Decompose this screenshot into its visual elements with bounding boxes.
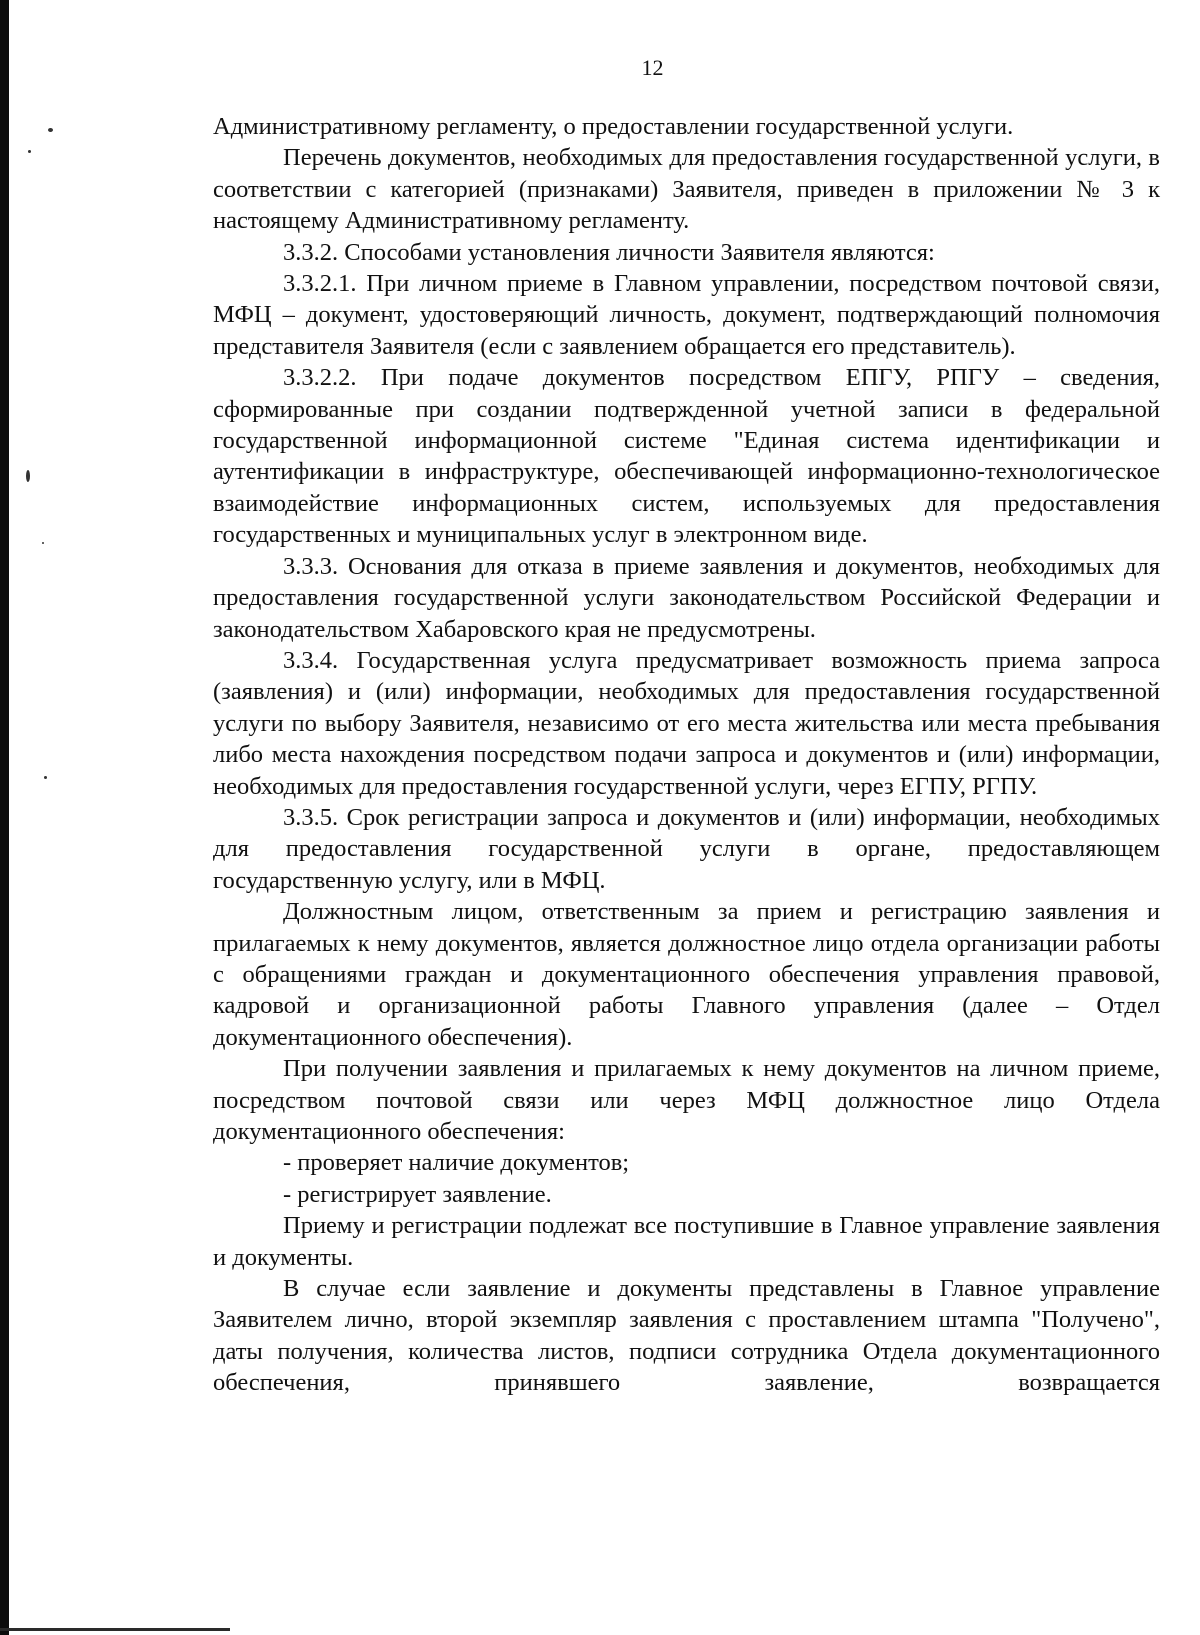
paragraph: 3.3.2. Способами установления личности Заявителя являются: (283, 238, 935, 266)
document-body (213, 111, 1160, 1399)
list-item: - проверяет наличие документов; (283, 1149, 630, 1177)
scan-speck (44, 776, 47, 779)
scan-speck (48, 128, 53, 132)
paragraph: В случае если заявление и документы представлены в Главное управление Заявителем лично, второй экземпляр заявления с проставлением штампа "Получено", даты получения, количества листов, подписи сотрудника Отдела документационного обеспечения, принявшего заявление, возвращается (213, 1275, 1160, 1397)
paragraph: При получении заявления и прилагаемых к нему документов на личном приеме, посредством почтовой связи или через МФЦ должностное лицо Отдела документационного обеспечения: (213, 1055, 1160, 1145)
page-number: 12 (641, 55, 664, 80)
paragraph: Приему и регистрации подлежат все поступившие в Главное управление заявления и документы. (213, 1212, 1160, 1271)
paragraph: Перечень документов, необходимых для предоставления государственной услуги, в соответствии с категорией (признаками) Заявителя, приведен в приложении № 3 к настоящему Административному регламенту. (213, 144, 1160, 235)
paragraph: 3.3.3. Основания для отказа в приеме заявления и документов, необходимых для предоставления государственной услуги законодательством Российской Федерации и законодательством Хабаровского края не предусмотрены. (213, 552, 1160, 643)
list-item: - регистрирует заявление. (283, 1180, 552, 1208)
scan-speck (28, 150, 31, 153)
paragraph: 3.3.5. Срок регистрации запроса и документов и (или) информации, необходимых для предоставления государственной услуги в органе, предоставляющем государственную услугу, или в МФЦ. (213, 803, 1160, 894)
scan-bottom-line (0, 1628, 230, 1631)
paragraph: Административному регламенту, о предоставлении государственной услуги. (213, 113, 1014, 140)
paragraph: Должностным лицом, ответственным за прием и регистрацию заявления и прилагаемых к нему документов, является должностное лицо отдела организации работы с обращениями граждан и документационного обеспечения управления правовой, кадровой и организационной работы Главного управления (далее – Отдел документационного обеспечения). (213, 898, 1160, 1051)
scan-speck (26, 470, 30, 482)
scan-left-edge (0, 0, 9, 1635)
paragraph: 3.3.2.1. При личном приеме в Главном управлении, посредством почтовой связи, МФЦ – документ, удостоверяющий личность, документ, подтверждающий полномочия представителя Заявителя (если с заявлением обращается его представитель). (213, 270, 1160, 360)
paragraph: 3.3.2.2. При подаче документов посредством ЕПГУ, РПГУ – сведения, сформированные при создании подтвержденной учетной записи в федеральной государственной информационной системе "Единая система идентификации и аутентификации в инфраструктуре, обеспечивающей информационно-технологическое взаимодействие информационных систем, используемых для предоставления государственных и муниципальных услуг в электронном виде. (213, 364, 1160, 549)
scan-speck (42, 542, 44, 544)
paragraph: 3.3.4. Государственная услуга предусматривает возможность приема запроса (заявления) и (или) информации, необходимых для предоставления государственной услуги по выбору Заявителя, независимо от его места жительства или места пребывания либо места нахождения посредством подачи запроса и документов и (или) информации, необходимых для предоставления государственной услуги, через ЕГПУ, РГПУ. (213, 646, 1160, 800)
